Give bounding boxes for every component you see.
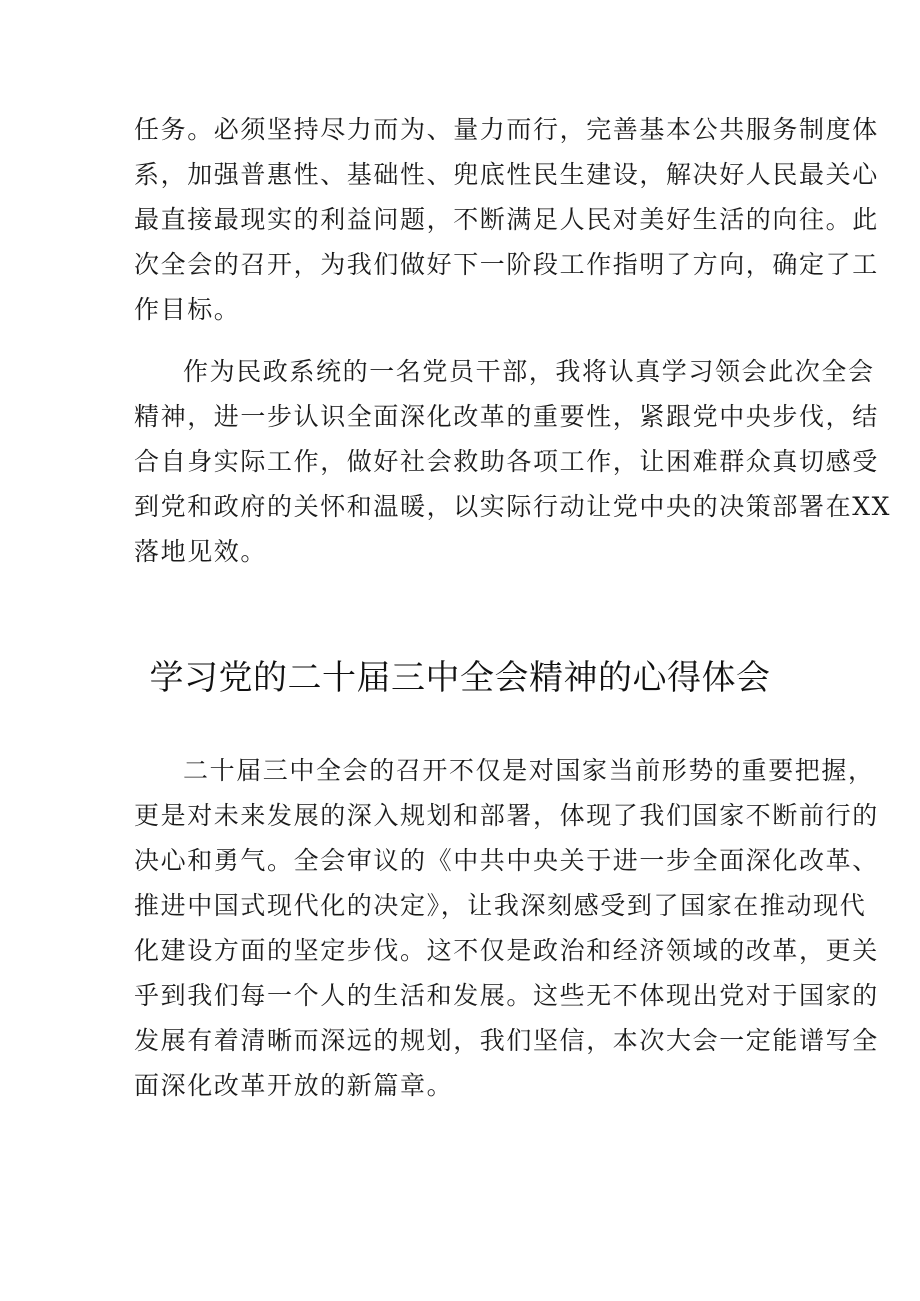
paragraph-line: 更是对未来发展的深入规划和部署，体现了我们国家不断前行的 — [134, 801, 879, 830]
section-title: 学习党的二十届三中全会精神的心得体会 — [149, 658, 771, 698]
paragraph-line: 推进中国式现代化的决定》，让我深刻感受到了国家在推动现代 — [134, 891, 867, 920]
paragraph-line: 作目标。 — [134, 295, 241, 324]
paragraph-line: 落地见效。 — [134, 537, 268, 566]
paragraph-line: 二十届三中全会的召开不仅是对国家当前形势的重要把握， — [183, 756, 875, 785]
paragraph-line: 作为民政系统的一名党员干部，我将认真学习领会此次全会 — [183, 357, 875, 386]
paragraph-line: 最直接最现实的利益问题，不断满足人民对美好生活的向往。此 — [134, 205, 879, 234]
paragraph-line: 到党和政府的关怀和温暖，以实际行动让党中央的决策部署在XX — [134, 492, 891, 521]
paragraph-line: 合自身实际工作，做好社会救助各项工作，让困难群众真切感受 — [134, 447, 879, 476]
paragraph-line: 决心和勇气。全会审议的《中共中央关于进一步全面深化改革、 — [134, 846, 879, 875]
paragraph-line: 精神，进一步认识全面深化改革的重要性，紧跟党中央步伐，结 — [134, 402, 879, 431]
paragraph-line: 系，加强普惠性、基础性、兜底性民生建设，解决好人民最关心 — [134, 160, 879, 189]
paragraph-line: 乎到我们每一个人的生活和发展。这些无不体现出党对于国家的 — [134, 981, 879, 1010]
paragraph-line: 化建设方面的坚定步伐。这不仅是政治和经济领域的改革，更关 — [134, 936, 879, 965]
paragraph-line: 任务。必须坚持尽力而为、量力而行，完善基本公共服务制度体 — [134, 115, 879, 144]
paragraph-line: 发展有着清晰而深远的规划，我们坚信，本次大会一定能谱写全 — [134, 1026, 879, 1055]
paragraph-line: 次全会的召开，为我们做好下一阶段工作指明了方向，确定了工 — [134, 250, 879, 279]
paragraph-line: 面深化改革开放的新篇章。 — [134, 1071, 454, 1100]
